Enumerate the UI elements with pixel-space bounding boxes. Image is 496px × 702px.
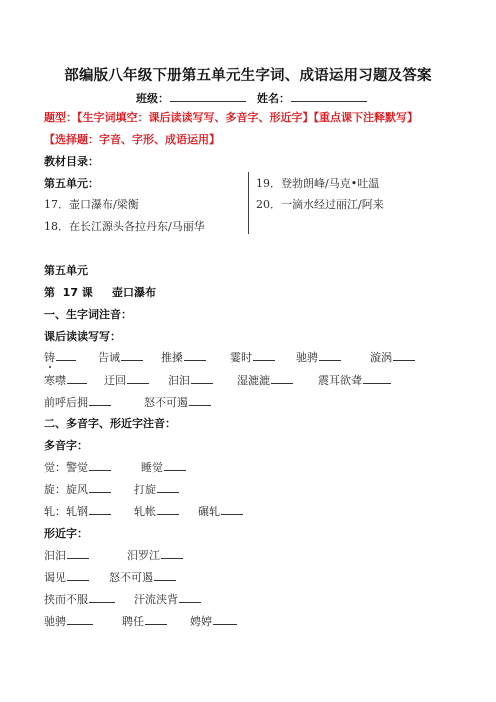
- name-blank: [291, 90, 367, 102]
- word-text: 聘任: [122, 615, 144, 628]
- class-field: [136, 90, 246, 106]
- toc-item-18: 18．在长江源头各拉丹东/马丽华: [44, 220, 205, 233]
- word-item: [44, 372, 87, 388]
- word-item: [161, 349, 206, 365]
- answer-blank[interactable]: [89, 394, 111, 406]
- answer-blank[interactable]: [161, 547, 183, 559]
- word-item: [109, 569, 176, 585]
- answer-blank[interactable]: [89, 481, 111, 493]
- word-text: 漩涡: [370, 351, 392, 364]
- answer-blank[interactable]: [221, 503, 243, 515]
- name-label: 姓名：: [257, 92, 290, 105]
- word-text: 寒噤: [44, 374, 66, 387]
- word-item: [44, 349, 76, 365]
- answer-blank[interactable]: [319, 349, 341, 361]
- word-text: 旋风: [66, 483, 88, 496]
- answer-blank[interactable]: [89, 591, 115, 603]
- word-item: [144, 394, 211, 410]
- subsection-polyphone: 多音字：: [44, 439, 88, 452]
- word-item: [134, 481, 179, 497]
- word-text: 霎时: [230, 351, 252, 364]
- answer-blank[interactable]: [184, 349, 206, 361]
- word-text: 怒不可遏: [109, 571, 153, 584]
- word-text: 汨罗江: [127, 549, 160, 562]
- word-item: [127, 547, 183, 563]
- subsection-similar-chars: 形近字：: [44, 527, 88, 540]
- toc-item-20: 20．一滴水经过丽江/阿来: [256, 198, 384, 211]
- toc-divider: [248, 172, 249, 234]
- polyphone-head: 旋：: [44, 483, 66, 496]
- word-text: 睡觉: [141, 461, 163, 474]
- question-types-line2: 【选择题：字音、字形、成语运用】: [44, 133, 220, 146]
- name-field: [257, 90, 367, 106]
- class-label: 班级：: [136, 92, 169, 105]
- answer-blank[interactable]: [127, 372, 149, 384]
- word-text: 汗流浃背: [134, 593, 178, 606]
- word-text: 轧钢: [66, 505, 88, 518]
- answer-blank[interactable]: [67, 372, 87, 384]
- answer-blank[interactable]: [189, 394, 211, 406]
- word-text: 警觉: [66, 461, 88, 474]
- toc-unit: 第五单元：: [44, 177, 99, 190]
- word-text: 湿漉漉: [237, 374, 270, 387]
- word-item: [168, 372, 213, 388]
- word-text: 挟而不服: [44, 593, 88, 606]
- word-text: 汩汩: [44, 549, 66, 562]
- answer-blank[interactable]: [157, 481, 179, 493]
- subsection-read-write: 课后读读写写：: [44, 330, 121, 343]
- answer-blank[interactable]: [145, 613, 167, 625]
- answer-blank[interactable]: [89, 503, 111, 515]
- word-text: 推搡: [161, 351, 183, 364]
- answer-blank[interactable]: [363, 372, 391, 384]
- class-blank: [170, 90, 246, 102]
- word-item: [370, 349, 415, 365]
- word-item: [134, 591, 201, 607]
- word-text: 怒不可遏: [144, 396, 188, 409]
- word-item: [190, 613, 237, 629]
- word-text: 告诫: [98, 351, 120, 364]
- word-item: [318, 372, 391, 388]
- answer-blank[interactable]: [213, 613, 237, 625]
- word-item: [134, 503, 179, 519]
- question-types-line1: 题型：【生字词填空：课后读读写写、多音字、形近字】【重点课下注释默写】: [44, 111, 418, 124]
- word-item: [44, 394, 111, 410]
- answer-blank[interactable]: [67, 569, 89, 581]
- word-text: 驰骋: [296, 351, 318, 364]
- word-item: [122, 613, 167, 629]
- answer-blank[interactable]: [157, 503, 179, 515]
- word-text: 谒见: [44, 571, 66, 584]
- polyphone-row: [44, 503, 111, 519]
- polyphone-row: [44, 481, 111, 497]
- unit-heading: 第五单元: [44, 264, 88, 277]
- word-text: 打旋: [134, 483, 156, 496]
- answer-blank[interactable]: [179, 591, 201, 603]
- word-item: [44, 569, 89, 585]
- answer-blank[interactable]: [191, 372, 213, 384]
- word-item: [237, 372, 293, 388]
- polyphone-row: [44, 459, 111, 475]
- word-item: [230, 349, 275, 365]
- answer-blank[interactable]: [164, 459, 186, 471]
- word-item: [198, 503, 243, 519]
- word-text: 铸: [44, 351, 55, 364]
- answer-blank[interactable]: [253, 349, 275, 361]
- answer-blank[interactable]: [121, 349, 143, 361]
- section-polyphone-heading: 二、多音字、形近字注音：: [44, 417, 176, 430]
- section-vocab-heading: 一、生字词注音：: [44, 308, 132, 321]
- toc-item-19: 19．登勃朗峰/马克•吐温: [256, 177, 380, 190]
- word-text: 震耳欲聋: [318, 374, 362, 387]
- lesson-heading: 第 17 课 壶口瀑布: [44, 286, 156, 299]
- word-item: [98, 349, 143, 365]
- toc-heading: 教材目录：: [44, 155, 99, 168]
- word-text: 迂回: [104, 374, 126, 387]
- document-title: 部编版八年级下册第五单元生字词、成语运用习题及答案: [64, 68, 432, 84]
- toc-item-17: 17．壶口瀑布/梁衡: [44, 198, 139, 211]
- answer-blank[interactable]: [89, 459, 111, 471]
- answer-blank[interactable]: [271, 372, 293, 384]
- word-text: 娉婷: [190, 615, 212, 628]
- answer-blank[interactable]: [67, 547, 89, 559]
- word-item: [104, 372, 149, 388]
- word-text: 驰骋: [44, 615, 66, 628]
- word-item: [44, 591, 115, 607]
- polyphone-head: 觉：: [44, 461, 66, 474]
- answer-blank[interactable]: [67, 613, 93, 625]
- answer-blank[interactable]: [154, 569, 176, 581]
- word-item: [44, 547, 89, 563]
- answer-blank[interactable]: [393, 349, 415, 361]
- answer-blank[interactable]: [56, 349, 76, 361]
- word-text: 轧帐: [134, 505, 156, 518]
- word-item: [141, 459, 186, 475]
- word-text: 前呼后拥: [44, 396, 88, 409]
- word-text: 汩汩: [168, 374, 190, 387]
- polyphone-head: 轧：: [44, 505, 66, 518]
- word-item: [296, 349, 341, 365]
- word-text: 碾轧: [198, 505, 220, 518]
- word-item: [44, 613, 93, 629]
